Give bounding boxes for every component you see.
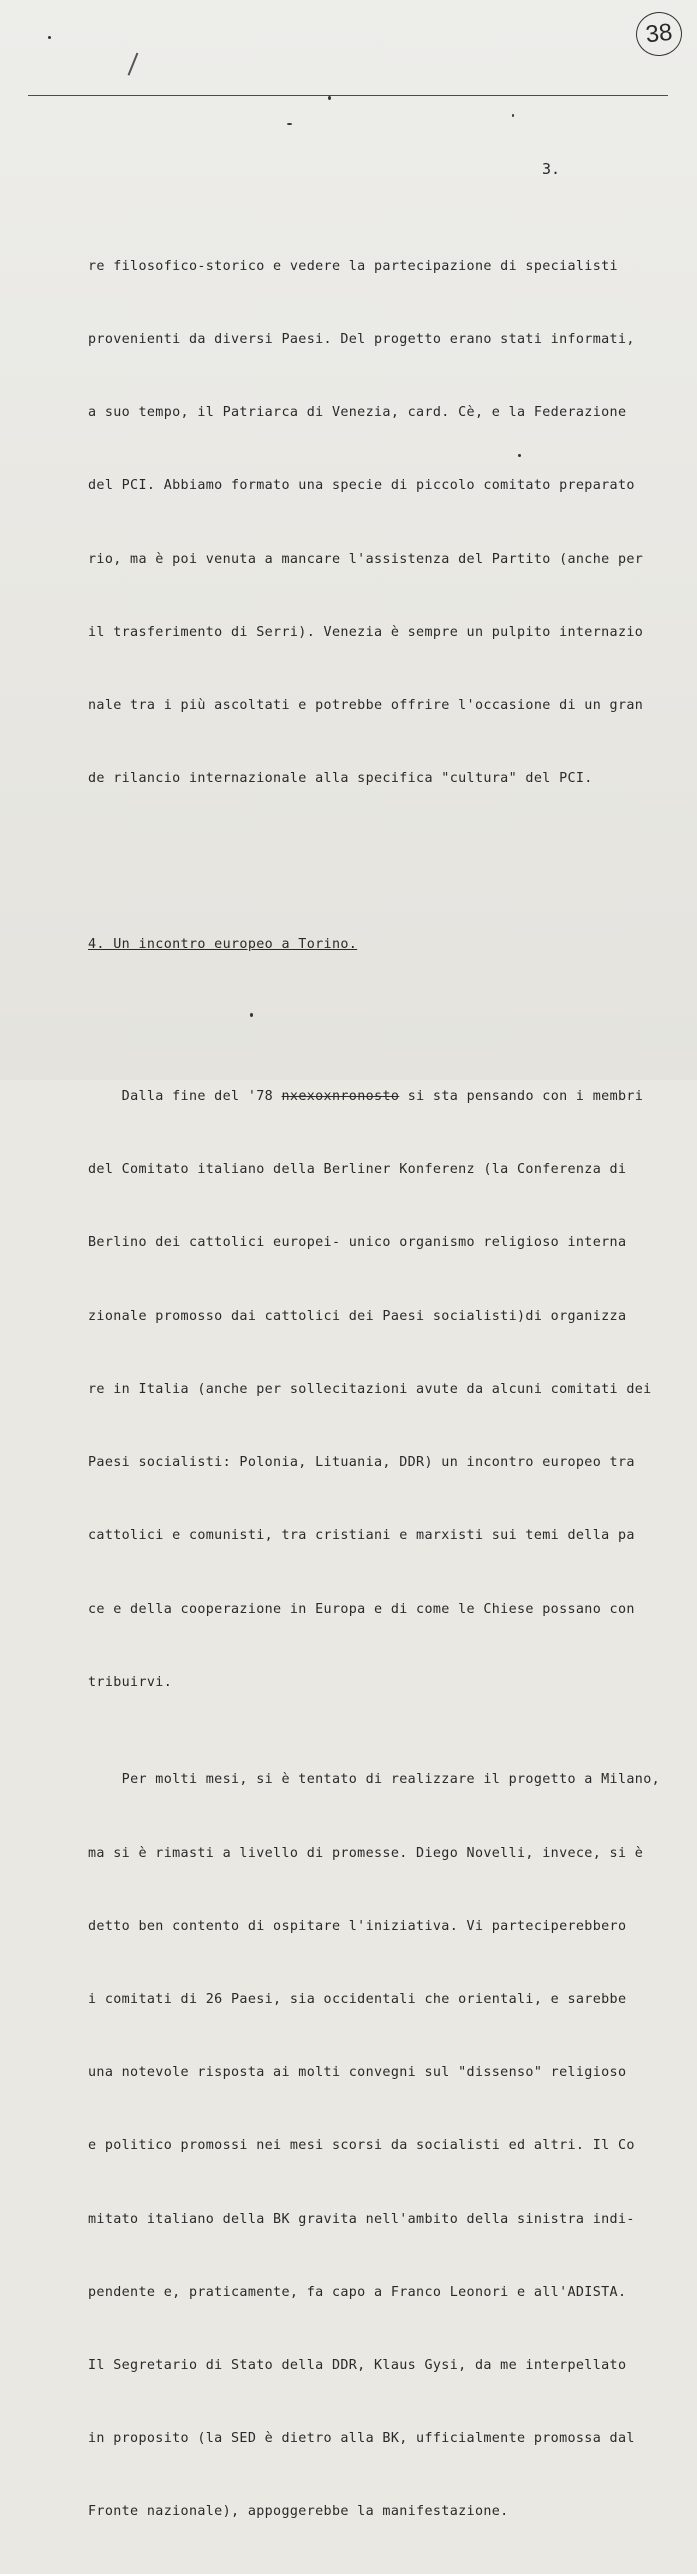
text-line: in proposito (la SED è dietro alla BK, ufficialmente promossa dal (88, 2431, 635, 2447)
ink-speck (287, 123, 292, 125)
ink-speck (512, 114, 514, 117)
text-line: detto ben contento di ospitare l'iniziativa. Vi parteciperebbero (88, 1918, 627, 1934)
text-line: re in Italia (anche per sollecitazioni avute da alcuni comitati dei (88, 1381, 652, 1397)
text-line: ce e della cooperazione in Europa e di come le Chiese possano con (88, 1601, 635, 1617)
folio-stamp: 38 (634, 10, 684, 59)
text-line: Fronte nazionale), appoggerebbe la manifestazione. (88, 2504, 509, 2520)
pencil-mark (128, 53, 138, 76)
text-line: cattolici e comunisti, tra cristiani e marxisti sui temi della pa (88, 1528, 635, 1544)
text-line: a suo tempo, il Patriarca di Venezia, card. Cè, e la Federazione (88, 405, 627, 421)
text-line: Dalla fine del '78 nxexoxnronosto si sta pensando con i membri (121, 1089, 644, 1105)
ink-speck (48, 36, 51, 39)
text-line: Per molti mesi, si è tentato di realizzare il progetto a Milano, (121, 1772, 661, 1788)
ink-speck (328, 96, 331, 100)
text-line: Paesi socialisti: Polonia, Lituania, DDR) un incontro europeo tra (88, 1455, 635, 1471)
text-line: provenienti da diversi Paesi. Del progetto erano stati informati, (88, 332, 635, 348)
text-line: rio, ma è poi venuta a mancare l'assistenza del Partito (anche per (88, 551, 644, 567)
text-line: Berlino dei cattolici europei- unico organismo religioso interna (88, 1235, 627, 1251)
text-line: de rilancio internazionale alla specifica "cultura" del PCI. (88, 771, 593, 787)
text-line: mitato italiano della BK gravita nell'ambito della sinistra indi- (88, 2211, 635, 2227)
text-line: e politico promossi nei mesi scorsi da socialisti ed altri. Il Co (88, 2138, 635, 2154)
text-line: pendente e, praticamente, fa capo a Franco Leonori e all'ADISTA. (88, 2284, 627, 2300)
text-line: Il Segretario di Stato della DDR, Klaus Gysi, da me interpellato (88, 2357, 627, 2373)
body-text (88, 206, 668, 2574)
text-line: tribuirvi. (88, 1674, 173, 1690)
text-line: il trasferimento di Serri). Venezia è sempre un pulpito internazio (88, 624, 644, 640)
header-rule (28, 95, 668, 96)
text-line: una notevole risposta ai molti convegni sul "dissenso" religioso (88, 2065, 627, 2081)
text-line: re filosofico-storico e vedere la partecipazione di specialisti (88, 258, 618, 274)
text-line: del Comitato italiano della Berliner Konferenz (la Conferenza di (88, 1162, 627, 1178)
page-number: 3. (542, 160, 561, 178)
section-heading: 4. Un incontro europeo a Torino. (88, 936, 358, 952)
text-line: zionale promosso dai cattolici dei Paesi socialisti)di organizza (88, 1308, 627, 1324)
struck-text: nxexoxnronosto (281, 1089, 400, 1105)
text-line: nale tra i più ascoltati e potrebbe offrire l'occasione di un gran (88, 698, 644, 714)
text-line: i comitati di 26 Paesi, sia occidentali che orientali, e sarebbe (88, 1991, 627, 2007)
text-line: ma si è rimasti a livello di promesse. Diego Novelli, invece, si è (88, 1845, 644, 1861)
text-line: del PCI. Abbiamo formato una specie di piccolo comitato preparato (88, 478, 635, 494)
